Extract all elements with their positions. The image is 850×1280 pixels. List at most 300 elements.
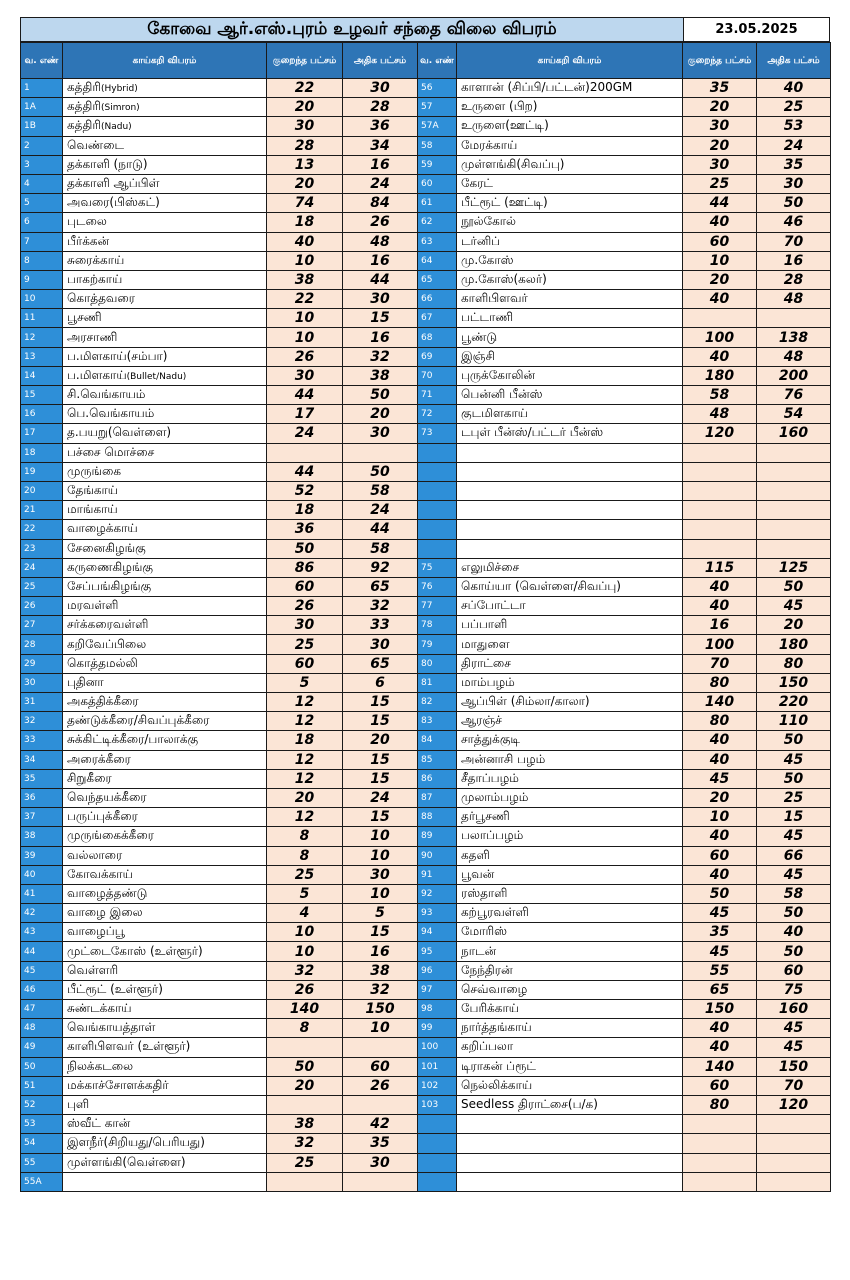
min-price-left: 20 [267,98,343,117]
item-left [63,846,267,865]
max-price-left: 15 [343,808,418,827]
item-name: உருளை (பிற) [461,99,538,114]
max-price-right: 66 [757,846,831,865]
serial-left: 37 [21,808,63,827]
min-price-right: 45 [683,942,757,961]
item-name: பீட்ரூட் (உள்ளூர்) [67,981,163,996]
max-price-right: 16 [757,251,831,270]
item-name: டபுள் பீன்ஸ்/பட்டர் பீன்ஸ் [461,425,604,440]
max-price-right: 45 [757,865,831,884]
serial-left: 27 [21,616,63,635]
item-name: மு.கோஸ்(கலர்) [461,271,547,286]
min-price-left: 10 [267,309,343,328]
serial-right: 65 [418,270,457,289]
max-price-left [343,1095,418,1114]
item-right [457,117,683,136]
max-price-right: 40 [757,923,831,942]
col-min-left: குறைந்த பட்சம் [267,43,343,79]
item-name: அவரை(பிஸ்கட்) [67,195,160,210]
serial-right: 57A [418,117,457,136]
max-price-right: 50 [757,769,831,788]
col-serial-right: வ. எண் [418,43,457,79]
item-left [63,98,267,117]
max-price-right: 58 [757,884,831,903]
item-name: மேரக்காய் [461,137,518,152]
serial-left: 22 [21,520,63,539]
max-price-left: 15 [343,712,418,731]
title-bar [20,17,830,42]
min-price-left: 22 [267,79,343,98]
item-name: கொய்யா (வெள்ளை/சிவப்பு) [461,578,621,593]
max-price-right: 50 [757,194,831,213]
item-left [63,194,267,213]
table-row [21,347,831,366]
serial-right: 64 [418,251,457,270]
table-row [21,501,831,520]
table-row [21,117,831,136]
serial-right: 93 [418,904,457,923]
max-price-left: 32 [343,347,418,366]
max-price-left: 34 [343,136,418,155]
min-price-left: 20 [267,174,343,193]
item-right [457,194,683,213]
item-left [63,539,267,558]
item-variety: (Nadu) [100,122,132,133]
serial-right [418,501,457,520]
serial-left: 50 [21,1057,63,1076]
serial-left: 52 [21,1095,63,1114]
item-left [63,731,267,750]
serial-left: 33 [21,731,63,750]
serial-left: 5 [21,194,63,213]
max-price-right: 40 [757,79,831,98]
max-price-right: 110 [757,712,831,731]
serial-left: 49 [21,1038,63,1057]
item-name: ஆரஞ்ச் [461,713,502,728]
item-name: சுக்கிட்டிக்கீரை/பாலாக்கு [67,732,199,747]
table-row [21,270,831,289]
table-row [21,136,831,155]
col-serial-left: வ. எண் [21,43,63,79]
col-item-right: காய்கறி விபரம் [457,43,683,79]
item-variety: (Hybrid) [100,84,138,95]
min-price-right: 40 [683,290,757,309]
item-name: கற்பூரவள்ளி [461,905,529,920]
price-sheet [20,17,830,1192]
serial-left: 53 [21,1115,63,1134]
serial-left: 13 [21,347,63,366]
min-price-left: 10 [267,923,343,942]
item-left [63,923,267,942]
table-row [21,788,831,807]
table-row [21,808,831,827]
min-price-left: 36 [267,520,343,539]
item-right [457,1115,683,1134]
table-row [21,904,831,923]
min-price-right: 40 [683,577,757,596]
item-right [457,270,683,289]
serial-left: 45 [21,961,63,980]
item-left [63,980,267,999]
max-price-right: 28 [757,270,831,289]
item-name: ஆப்பிள் (சிம்லா/காலா) [461,694,590,709]
item-name: சர்க்கரைவள்ளி [67,617,149,632]
table-row [21,366,831,385]
max-price-right: 138 [757,328,831,347]
item-right [457,98,683,117]
max-price-left [343,443,418,462]
item-name: த.பயறு(வெள்ளை) [67,425,172,440]
table-row [21,194,831,213]
item-name: மு.கோஸ் [461,252,514,267]
min-price-right: 40 [683,1019,757,1038]
min-price-left: 8 [267,827,343,846]
table-row [21,462,831,481]
item-name: அரசாணி [67,329,118,344]
max-price-right: 48 [757,347,831,366]
max-price-right: 45 [757,827,831,846]
serial-left: 46 [21,980,63,999]
serial-right: 72 [418,405,457,424]
max-price-left: 24 [343,788,418,807]
max-price-right [757,309,831,328]
min-price-right: 60 [683,1076,757,1095]
max-price-right: 70 [757,1076,831,1095]
item-right [457,443,683,462]
min-price-right [683,443,757,462]
serial-right: 95 [418,942,457,961]
table-row [21,577,831,596]
item-left [63,1038,267,1057]
item-left [63,673,267,692]
item-name: வாழைக்காய் [67,521,138,536]
item-left [63,904,267,923]
serial-right: 79 [418,635,457,654]
max-price-right [757,1134,831,1153]
min-price-right: 140 [683,693,757,712]
max-price-right: 45 [757,1038,831,1057]
max-price-left: 16 [343,251,418,270]
serial-right: 90 [418,846,457,865]
item-right [457,1076,683,1095]
max-price-right [757,443,831,462]
item-name: ஸ்வீட் கான் [67,1116,131,1131]
table-row [21,1000,831,1019]
item-right [457,386,683,405]
table-row [21,1115,831,1134]
item-name: முள்ளங்கி(வெள்ளை) [67,1154,186,1169]
min-price-right: 70 [683,654,757,673]
max-price-left: 24 [343,501,418,520]
item-right [457,290,683,309]
item-name: இஞ்சி [461,348,495,363]
max-price-left: 50 [343,462,418,481]
max-price-left: 30 [343,635,418,654]
item-left [63,328,267,347]
min-price-right [683,1172,757,1191]
item-name: முள்ளங்கி(சிவப்பு) [461,156,565,171]
item-name: பீட்ரூட் (ஊட்டி) [461,195,548,210]
serial-right: 69 [418,347,457,366]
min-price-right: 180 [683,366,757,385]
item-name: பூண்டு [461,329,498,344]
table-row [21,539,831,558]
item-name: மாதுளை [461,636,510,651]
serial-right [418,1115,457,1134]
table-row [21,865,831,884]
serial-right: 71 [418,386,457,405]
item-left [63,1172,267,1191]
min-price-right: 25 [683,174,757,193]
max-price-right: 60 [757,961,831,980]
col-max-right: அதிக பட்சம் [757,43,831,79]
item-right [457,1057,683,1076]
table-row [21,386,831,405]
table-row [21,558,831,577]
table-row [21,1134,831,1153]
max-price-left: 65 [343,577,418,596]
item-name: சுண்டக்காய் [67,1001,132,1016]
serial-right: 96 [418,961,457,980]
item-right [457,136,683,155]
min-price-left: 38 [267,270,343,289]
table-row [21,1038,831,1057]
table-row [21,635,831,654]
max-price-left: 92 [343,558,418,577]
item-left [63,520,267,539]
item-name: Seedless திராட்சை(ப/க) [461,1097,598,1112]
item-right [457,865,683,884]
serial-right [418,462,457,481]
serial-left: 19 [21,462,63,481]
serial-right: 82 [418,693,457,712]
min-price-right: 20 [683,98,757,117]
serial-right: 101 [418,1057,457,1076]
serial-right: 98 [418,1000,457,1019]
max-price-right: 35 [757,155,831,174]
item-name: மாங்காய் [67,502,118,517]
serial-right: 73 [418,424,457,443]
table-row [21,98,831,117]
table-row [21,1076,831,1095]
item-left [63,117,267,136]
table-row [21,290,831,309]
min-price-left: 26 [267,980,343,999]
max-price-left: 50 [343,386,418,405]
item-name: புருக்கோலின் [461,367,536,382]
table-row [21,174,831,193]
min-price-left: 74 [267,194,343,213]
table-row [21,520,831,539]
serial-left: 48 [21,1019,63,1038]
serial-right: 60 [418,174,457,193]
serial-left: 15 [21,386,63,405]
item-name: வெந்தயக்கீரை [67,790,147,805]
item-left [63,232,267,251]
max-price-left: 30 [343,1153,418,1172]
item-left [63,1000,267,1019]
serial-left: 2 [21,136,63,155]
max-price-right: 20 [757,616,831,635]
table-row [21,616,831,635]
item-left [63,1019,267,1038]
item-name: நார்த்தங்காய் [461,1020,532,1035]
item-name: தக்காளி (நாடு) [67,156,148,171]
serial-left: 1A [21,98,63,117]
min-price-left: 4 [267,904,343,923]
serial-right: 97 [418,980,457,999]
item-name: பீர்க்கன் [67,233,110,248]
max-price-left: 58 [343,539,418,558]
serial-right: 77 [418,597,457,616]
item-name: எலுமிச்சை [461,559,520,574]
table-row [21,443,831,462]
max-price-right: 46 [757,213,831,232]
col-item-left: காய்கறி விபரம் [63,43,267,79]
table-row [21,923,831,942]
max-price-right [757,1153,831,1172]
min-price-right: 45 [683,904,757,923]
item-name: புளி [67,1097,90,1112]
max-price-left: 26 [343,213,418,232]
item-left [63,788,267,807]
item-name: வெள்ளரி [67,962,119,977]
max-price-right: 45 [757,597,831,616]
serial-left: 42 [21,904,63,923]
max-price-left: 33 [343,616,418,635]
item-right [457,1134,683,1153]
item-name: பூசணி [67,310,102,325]
table-row [21,309,831,328]
item-name: தர்பூசணி [461,809,510,824]
max-price-right: 48 [757,290,831,309]
max-price-right [757,1172,831,1191]
serial-right: 61 [418,194,457,213]
min-price-right [683,309,757,328]
serial-left: 55A [21,1172,63,1191]
item-right [457,1153,683,1172]
max-price-right [757,481,831,500]
min-price-right: 80 [683,1095,757,1114]
min-price-left: 12 [267,712,343,731]
min-price-left: 25 [267,1153,343,1172]
max-price-right: 50 [757,942,831,961]
serial-right: 57 [418,98,457,117]
item-left [63,386,267,405]
item-name: அகத்திக்கீரை [67,694,139,709]
item-name: பேரிக்காய் [461,1001,519,1016]
item-name: கருணைகிழங்கு [67,559,154,574]
item-name: மாம்பழம் [461,674,515,689]
item-name: கறிப்பலா [461,1039,514,1054]
item-name: அன்னாசி பழம் [461,751,546,766]
table-row [21,1057,831,1076]
max-price-left: 65 [343,654,418,673]
serial-right: 103 [418,1095,457,1114]
min-price-right [683,1153,757,1172]
serial-left: 12 [21,328,63,347]
max-price-right: 25 [757,788,831,807]
max-price-right: 54 [757,405,831,424]
item-name: நாடன் [461,943,497,958]
min-price-right: 40 [683,347,757,366]
serial-left: 25 [21,577,63,596]
serial-right: 89 [418,827,457,846]
serial-left: 7 [21,232,63,251]
min-price-right: 45 [683,769,757,788]
max-price-left: 38 [343,961,418,980]
item-right [457,309,683,328]
max-price-right: 76 [757,386,831,405]
item-name: காளிபிளவர் [461,291,528,306]
max-price-right: 160 [757,1000,831,1019]
min-price-right [683,539,757,558]
item-left [63,635,267,654]
min-price-right: 100 [683,635,757,654]
item-right [457,712,683,731]
item-right [457,731,683,750]
item-left [63,347,267,366]
item-name: இளநீர்(சிறியது/பெரியது) [67,1135,205,1150]
item-right [457,1000,683,1019]
serial-left: 29 [21,654,63,673]
min-price-right: 40 [683,827,757,846]
item-name: அரைக்கீரை [67,751,131,766]
max-price-right: 125 [757,558,831,577]
max-price-right [757,520,831,539]
serial-left: 20 [21,481,63,500]
min-price-left: 25 [267,635,343,654]
max-price-right: 50 [757,577,831,596]
min-price-left: 52 [267,481,343,500]
item-left [63,424,267,443]
min-price-right: 150 [683,1000,757,1019]
item-right [457,750,683,769]
min-price-left: 12 [267,693,343,712]
item-name: சப்போட்டா [461,598,526,613]
item-right [457,501,683,520]
item-name: செவ்வாழை [461,981,528,996]
item-name: ப.மிளகாய் [67,367,127,382]
item-name: பச்சை மொச்சை [67,444,155,459]
serial-left: 44 [21,942,63,961]
item-name: பப்பாளி [461,617,508,632]
item-name: வெங்காயத்தாள் [67,1020,156,1035]
item-right [457,481,683,500]
item-left [63,942,267,961]
item-name: திராட்சை [461,655,511,670]
min-price-right: 44 [683,194,757,213]
col-min-right: குறைந்த பட்சம் [683,43,757,79]
min-price-left: 50 [267,1057,343,1076]
max-price-left: 28 [343,98,418,117]
item-name: டிராகன் ப்ரூட் [461,1058,536,1073]
max-price-right: 50 [757,904,831,923]
max-price-left: 26 [343,1076,418,1095]
serial-right: 62 [418,213,457,232]
item-left [63,1076,267,1095]
serial-right: 87 [418,788,457,807]
min-price-right: 30 [683,155,757,174]
serial-right: 66 [418,290,457,309]
item-name: பருப்புக்கீரை [67,809,138,824]
max-price-left: 38 [343,366,418,385]
item-right [457,520,683,539]
serial-right [418,1153,457,1172]
item-name: மரவள்ளி [67,598,119,613]
max-price-left: 60 [343,1057,418,1076]
min-price-right: 20 [683,136,757,155]
